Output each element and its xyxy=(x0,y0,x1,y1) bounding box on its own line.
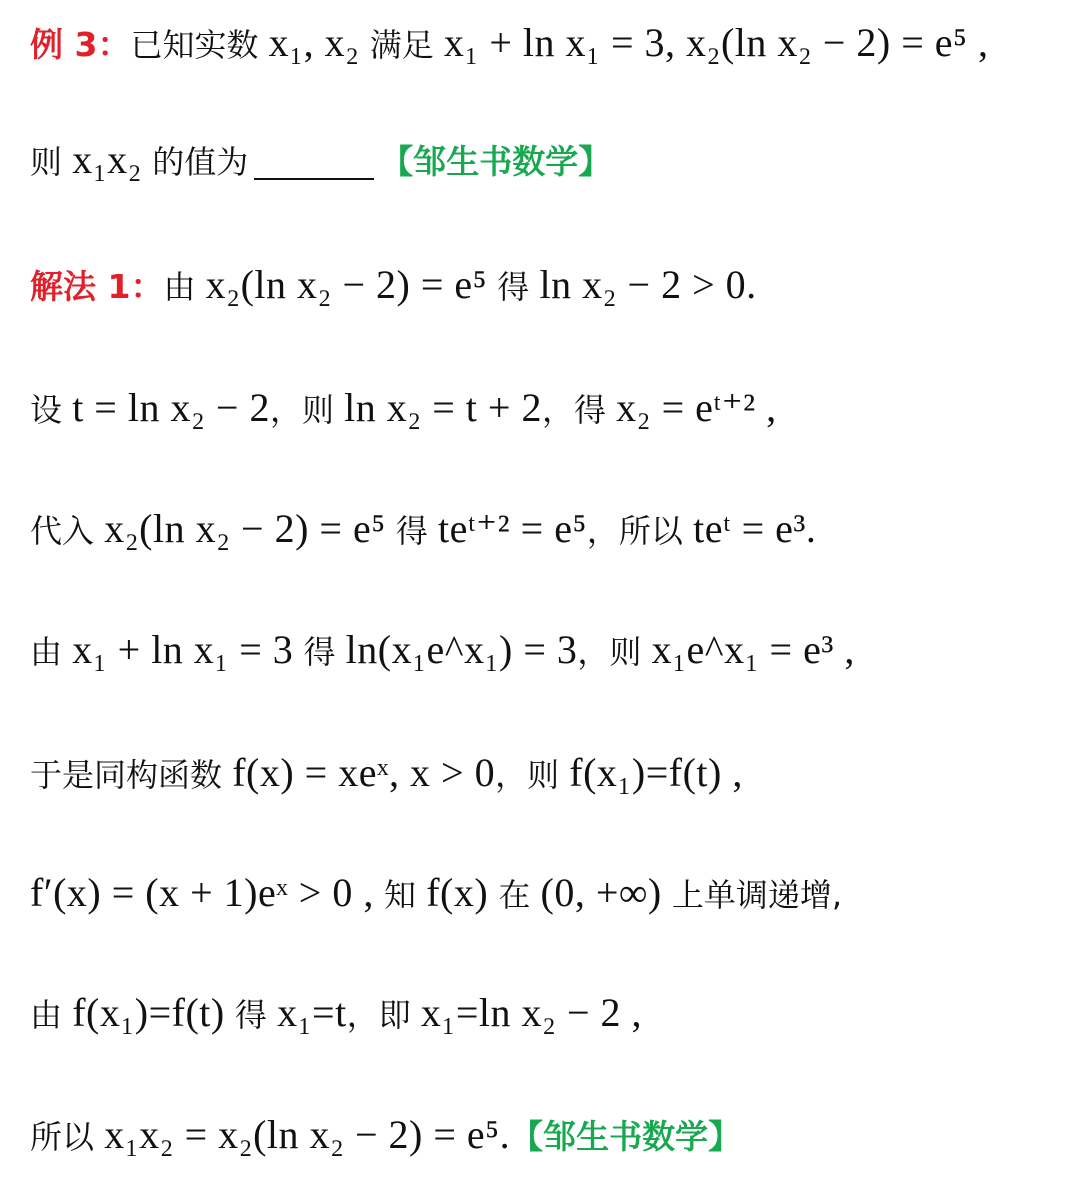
solution-math: (0, +∞) xyxy=(540,870,662,915)
solution-text: ，则 xyxy=(495,756,570,794)
solution-math: x₁=ln x₂ − 2 , xyxy=(420,990,643,1035)
solution-text: ，则 xyxy=(269,391,345,429)
solution-line-3 xyxy=(30,494,1060,564)
solution-line-1 xyxy=(30,250,1060,320)
brand-label: 【邹生书数学】 xyxy=(380,142,612,181)
solution-math: teᵗ⁺² = e⁵ xyxy=(438,506,587,551)
solution-math: x₂(ln x₂ − 2) = e⁵ xyxy=(205,262,488,307)
solution-text: 在 xyxy=(488,876,541,914)
solution-math: x₁e^x₁ = e³ , xyxy=(651,627,855,672)
solution-math: teᵗ = e³. xyxy=(693,506,817,551)
solution-text: ，得 xyxy=(541,391,617,429)
problem-math: x₁ + ln x₁ = 3, x₂(ln x₂ − 2) = e⁵ , xyxy=(443,20,989,65)
solution-tag: 解法 1： xyxy=(30,267,164,306)
solution-math: f′(x) = (x + 1)eˣ > 0 , xyxy=(30,870,374,915)
problem-math: x₁, x₂ xyxy=(268,20,360,65)
problem-text: 已知实数 xyxy=(130,26,269,64)
solution-line-6 xyxy=(30,858,1060,928)
solution-line-7 xyxy=(30,978,1060,1048)
solution-math: f(x) = xeˣ, x > 0 xyxy=(232,750,496,795)
problem-tag: 例 3： xyxy=(30,25,131,64)
solution-math: ln x₂ = t + 2 xyxy=(344,385,542,430)
solution-text: 得 xyxy=(224,996,278,1034)
problem-line-2 xyxy=(30,125,1060,195)
solution-math: t = ln x₂ − 2 xyxy=(72,385,270,430)
solution-math: f(x) xyxy=(426,870,489,915)
solution-text: 得 xyxy=(293,633,346,671)
solution-math: x₁=t xyxy=(277,990,347,1035)
solution-math: x₁ + ln x₁ = 3 xyxy=(72,627,294,672)
solution-text: 由 xyxy=(30,633,73,671)
solution-math: f(x₁)=f(t) , xyxy=(569,750,743,795)
solution-line-8 xyxy=(30,1100,1060,1170)
problem-text: 满足 xyxy=(359,26,444,64)
problem-math: x₁x₂ xyxy=(72,137,143,182)
solution-line-2 xyxy=(30,373,1060,443)
solution-text: ，则 xyxy=(577,633,652,671)
solution-math: x₂ = eᵗ⁺² , xyxy=(616,385,777,430)
answer-blank xyxy=(254,148,374,180)
solution-math: x₂(ln x₂ − 2) = e⁵ xyxy=(104,506,386,551)
problem-line-1 xyxy=(30,8,1060,78)
solution-math: ln x₂ − 2 > 0. xyxy=(539,262,757,307)
solution-line-4 xyxy=(30,615,1060,685)
solution-text: 所以 xyxy=(30,1118,105,1156)
solution-line-5 xyxy=(30,738,1060,808)
solution-text: 得 xyxy=(487,268,540,306)
solution-text: 于是同构函数 xyxy=(30,756,233,794)
solution-text: 上单调递增, xyxy=(661,876,843,914)
solution-text: ，所以 xyxy=(586,512,694,550)
solution-text: 由 xyxy=(163,268,206,306)
solution-math: f(x₁)=f(t) xyxy=(72,990,225,1035)
solution-text: 知 xyxy=(373,876,427,914)
solution-math: x₁x₂ = x₂(ln x₂ − 2) = e⁵. xyxy=(104,1112,511,1157)
solution-text: 设 xyxy=(30,391,73,429)
brand-label: 【邹生书数学】 xyxy=(510,1117,742,1156)
solution-text: 代入 xyxy=(30,512,105,550)
problem-text: 的值为 xyxy=(142,143,249,181)
solution-text: 得 xyxy=(385,512,439,550)
solution-text: 由 xyxy=(30,996,73,1034)
solution-text: ，即 xyxy=(346,996,421,1034)
solution-math: ln(x₁e^x₁) = 3 xyxy=(345,627,578,672)
problem-text: 则 xyxy=(30,143,73,181)
